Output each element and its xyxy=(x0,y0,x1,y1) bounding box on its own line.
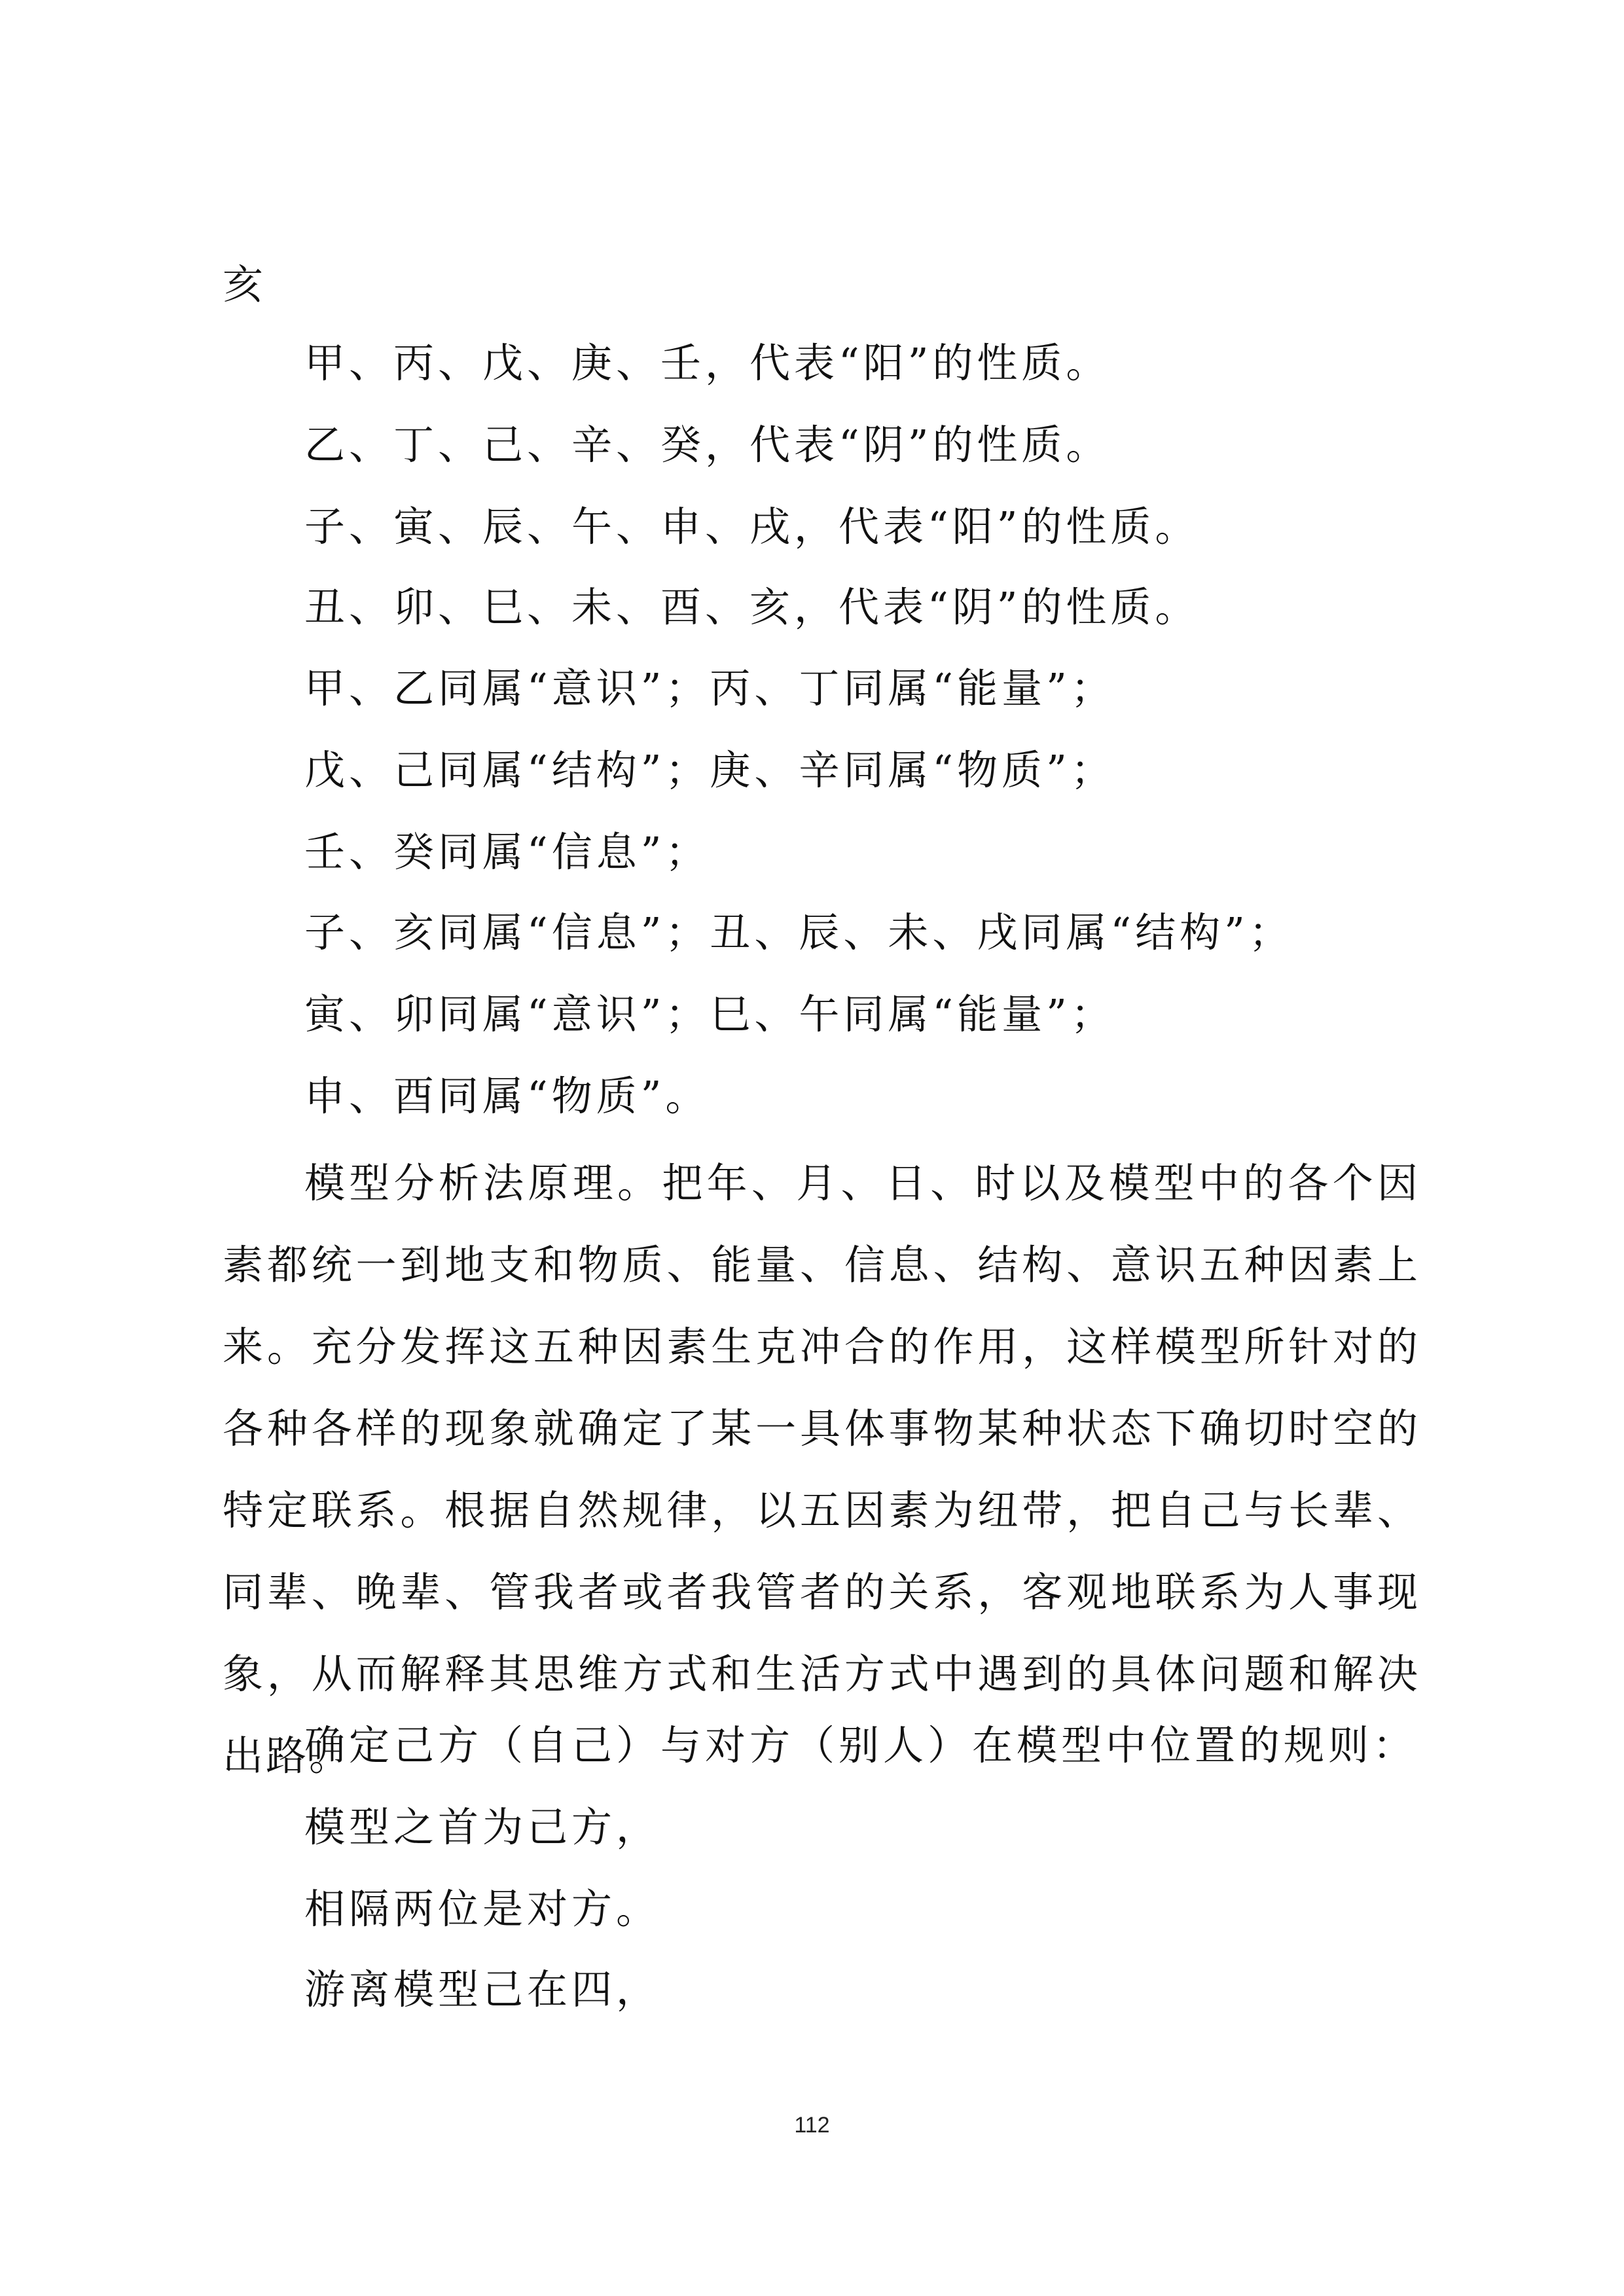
text-line-yin-branches: 丑、卯、巳、未、酉、亥，代表“阴”的性质。 xyxy=(304,583,1200,631)
text-line-jia-yi: 甲、乙同属“意识”；丙、丁同属“能量”； xyxy=(304,664,1115,712)
text-line-wu-ji: 戊、己同属“结构”；庚、辛同属“物质”； xyxy=(304,746,1115,794)
rule-line-2: 相隔两位是对方。 xyxy=(304,1885,661,1933)
text-line-hai: 亥 xyxy=(223,260,268,308)
text-line-zi-hai: 子、亥同属“信息”；丑、辰、未、戌同属“结构”； xyxy=(304,908,1293,956)
text-line-ren-gui: 壬、癸同属“信息”； xyxy=(304,828,710,876)
text-line-yang-stems: 甲、丙、戊、庚、壬，代表“阳”的性质。 xyxy=(304,339,1111,387)
rules-intro: 确定己方（自己）与对方（别人）在模型中位置的规则： xyxy=(304,1721,1418,1769)
page-number: 112 xyxy=(794,2113,830,2138)
text-line-yin-mao: 寅、卯同属“意识”；巳、午同属“能量”； xyxy=(304,990,1115,1038)
model-analysis-paragraph: 模型分析法原理。把年、月、日、时以及模型中的各个因素都统一到地支和物质、能量、信息、结构、意识五种因素上来。充分发挥这五种因素生克冲合的作用，这样模型所针对的各种各样的现象就确定了某一具体事物某种状态下确切时空的特定联系。根据自然规律，以五因素为纽带，把自己与长辈、同辈、晚辈、管我者或者我管者的关系，客观地联系为人事现象，从而解释其思维方式和生活方式中遇到的具体问题和解决出路。 xyxy=(223,1159,1420,1780)
rule-line-3: 游离模型己在四， xyxy=(304,1965,661,2013)
text-line-shen-you: 申、酉同属“物质”。 xyxy=(304,1072,710,1120)
text-line-yin-stems: 乙、丁、己、辛、癸，代表“阴”的性质。 xyxy=(304,421,1111,469)
rule-line-1: 模型之首为己方， xyxy=(304,1803,661,1851)
text-line-yang-branches: 子、寅、辰、午、申、戌，代表“阳”的性质。 xyxy=(304,503,1200,550)
